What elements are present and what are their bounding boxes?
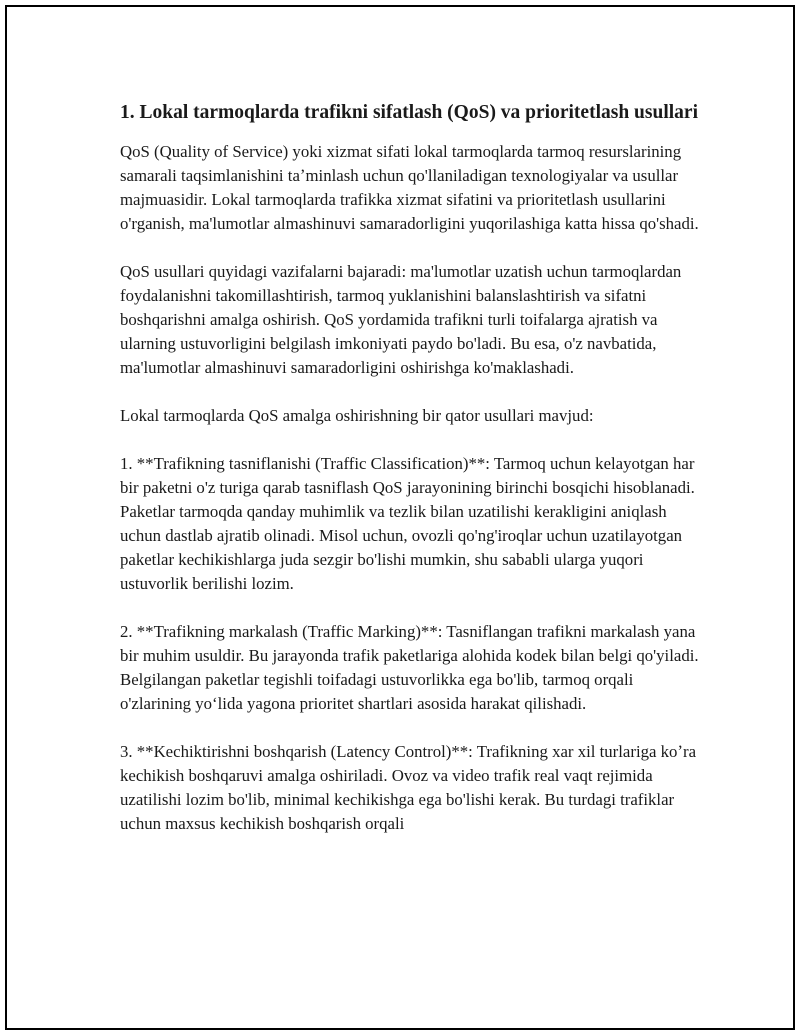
paragraph-latency-control: 3. **Kechiktirishni boshqarish (Latency Control)**: Trafikning xar xil turlariga koʼra kechikish boshqaruvi amalga oshiriladi. Ovoz va video trafik real vaqt rejimida uzatilishi lozim bo'lib, minimal kechikishga ega bo'lishi kerak. Bu turdagi trafiklar uchun maxsus kechikish boshqarish orqali (120, 742, 697, 833)
document-title: 1. Lokal tarmoqlarda trafikni sifatlash (QoS) va prioritetlash usullari (120, 102, 698, 123)
document-body (120, 100, 700, 860)
paragraph-qos-tasks: QoS usullari quyidagi vazifalarni bajaradi: ma'lumotlar uzatish uchun tarmoqlardan foydalanishni takomillashtirish, tarmoq yuklanishini balanslashtirish va sifatni boshqarishni amalga oshirish. QoS yordamida trafikni turli toifalarga ajratish va ularning ustuvorligini belgilash imkoniyati paydo bo'ladi. Bu esa, o'z navbatida, ma'lumotlar almashinuvi samaradorligini oshirishga ko'maklashadi. (120, 262, 682, 377)
paragraph-traffic-marking: 2. **Trafikning markalash (Traffic Marking)**: Tasniflangan trafikni markalash yana bir muhim usuldir. Bu jarayonda trafik paketlariga alohida kodek bilan belgi qo'yiladi. Belgilangan paketlar tegishli toifadagi ustuvorlikka ega bo'lib, tarmoq orqali o'zlarining yoʻlida yagona prioritet shartlari asosida harakat qilishadi. (120, 622, 699, 713)
paragraph-methods-intro: Lokal tarmoqlarda QoS amalga oshirishning bir qator usullari mavjud: (120, 406, 594, 425)
paragraph-traffic-classification: 1. **Trafikning tasniflanishi (Traffic Classification)**: Tarmoq uchun kelayotgan har bir paketni o'z turiga qarab tasniflash QoS jarayonining birinchi bosqichi hisoblanadi. Paketlar tarmoqda qanday muhimlik va tezlik bilan uzatilishi kerakligini aniqlash uchun dastlab ajratib olinadi. Misol uchun, ovozli qo'ng'iroqlar uchun uzatilayotgan paketlar kechikishlarga juda sezgir bo'lishi mumkin, shu sababli ularga yuqori ustuvorlik berilishi lozim. (120, 454, 695, 593)
paragraph-qos-definition: QoS (Quality of Service) yoki xizmat sifati lokal tarmoqlarda tarmoq resurslarining samarali taqsimlanishini taʼminlash uchun qo'llaniladigan texnologiyalar va usullar majmuasidir. Lokal tarmoqlarda trafikka xizmat sifatini va prioritetlash usullarini o'rganish, ma'lumotlar almashinuvi samaradorligini yuqorilashiga katta hissa qo'shadi. (120, 142, 699, 233)
page-frame (5, 5, 795, 1030)
